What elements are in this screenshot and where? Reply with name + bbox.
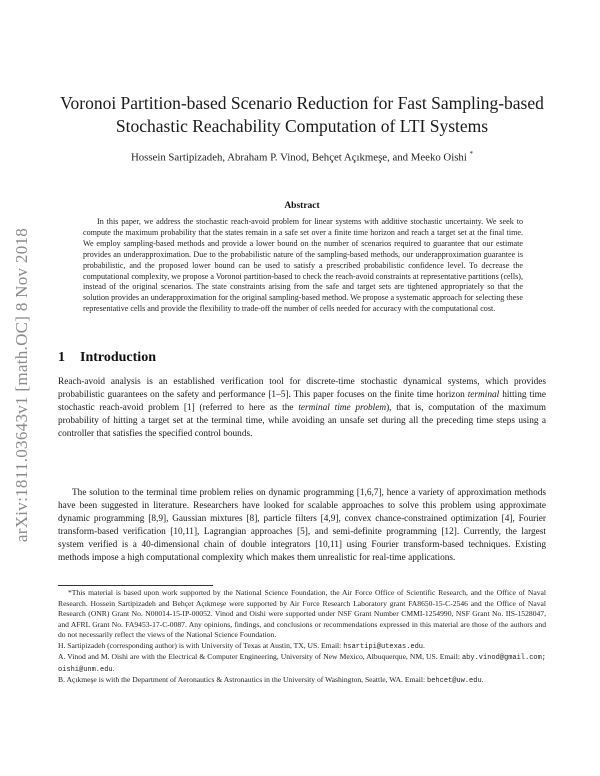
title-line-2: Stochastic Reachability Computation of LTI Systems xyxy=(115,116,489,136)
footnote-vinod-oishi xyxy=(58,652,546,675)
author-list xyxy=(58,150,546,164)
footnote-sartipizadeh xyxy=(58,641,546,653)
email-link-acikmese[interactable]: behcet@uw.edu xyxy=(427,677,482,685)
intro-paragraph-2: The solution to the terminal time problem relies on dynamic programming [1,6,7], hence a variety of approximation methods have been suggested in literature. Researchers have looked for scalable approaches to solve this problem using approximate dynamic programming [8,9], Gaussian mixtures [8], particle filters [4,9], convex chance-constrained optimization [4], Fourier transform-based verification [10,11], Lagrangian approaches [5], and semi-definite programming [12]. Currently, the largest system verified is a 40-dimensional chain of double integrators [10,11] using Fourier transform-based techniques. Existing methods impose a high computational complexity which makes them unrealistic for real-time applications. xyxy=(58,488,546,563)
title-line-1: Voronoi Partition-based Scenario Reduction for Fast Sampling-based xyxy=(60,93,544,113)
footnote-4-text: B. Açıkmeşe is with the Department of Aeronautics & Astronautics in the University of Washington, Seattle, WA. Email: xyxy=(58,675,428,684)
intro-paragraph-1 xyxy=(58,376,546,441)
footnote-acikmese xyxy=(58,675,546,687)
para1-emphasis-problem: terminal time problem xyxy=(298,402,387,413)
arxiv-stamp-text: arXiv:1811.03643v1 [math.OC] 8 Nov 2018 xyxy=(12,227,31,543)
para1-text-a: Reach-avoid analysis is an established verification tool for discrete-time stochastic dynamical systems, which provides probabilistic guarantees on the safety and performance [1–5]. This paper focuses on the finite time horizon xyxy=(58,377,546,400)
author-names: Hossein Sartipizadeh, Abraham P. Vinod, Behçet Açıkmeşe, and Meeko Oishi xyxy=(130,151,467,164)
footnote-funding: *This material is based upon work supported by the National Science Foundation, the Air Force Office of Scientific Research, and the Office of Naval Research. Hossein Sartipizadeh and Behçet Açıkmeşe were supported by Air Force Research Laboratory grant FA8650-15-C-2546 and the Office of Naval Research (ONR) Grant No. N00014-15-IP-00052. Vinod and Oishi were supported under NSF Grant Number CMMI-1254990, NSF Grant No. IIS-1528047, and AFRL Grant No. FA9453-17-C-0087. Any opinions, findings, and conclusions or recommendations expressed in this material are those of the authors and do not necessarily reflect the views of the National Science Foundation. xyxy=(58,588,546,639)
abstract-text: In this paper, we address the stochastic reach-avoid problem for linear systems with additive stochastic uncertainty. We seek to compute the maximum probability that the states remain in a safe set over a finite time horizon and reach a target set at the final time. We employ sampling-based methods and provide a lower bound on the number of scenarios required to guarantee that our estimate provides an underapproximation. Due to the probabilistic nature of the sampling-based methods, our underapproximation guarantee is probabilistic, and the proposed lower bound can be used to satisfy a prescribed probabilistic confidence level. To decrease the computational complexity, we propose a Voronoi partition-based to check the reach-avoid constraints at representative partitions (cells), instead of the original scenarios. The state constraints arising from the safe and target sets are tightened appropriately so that the solution provides an underapproximation for the original sampling-based method. We propose a systematic approach for selecting these representative cells and provide the flexibility to trade-off the number of cells needed for accuracy with the computational cost. xyxy=(83,217,523,314)
paper-title xyxy=(58,92,546,138)
footnote-2-text: H. Sartipizadeh (corresponding author) is with University of Texas at Austin, TX, US. Email: xyxy=(58,640,344,650)
footnote-3-end: . xyxy=(112,663,115,673)
abstract-heading: Abstract xyxy=(284,201,320,211)
footnote-2-end: . xyxy=(423,640,425,650)
footnote-3-text: A. Vinod and M. Oishi are with the Electrical & Computer Engineering, University of New Mexico, Albuquerque, NM, US. Email: xyxy=(58,652,462,661)
para1-emphasis-terminal: terminal xyxy=(467,389,500,400)
footnotes xyxy=(58,588,546,687)
section-number: 1 xyxy=(58,350,65,365)
footnote-rule xyxy=(58,585,213,586)
para1-text-b: hitting time stochastic reach-avoid problem [1] (referred to here as the xyxy=(58,389,546,413)
author-footnote-mark: * xyxy=(469,150,474,158)
section-heading xyxy=(58,350,546,366)
para1-text-c: ), that is, computation of the maximum probability of hitting a target set at the terminal time, while avoiding an unsafe set during all the preceding time steps using a controller that satisfies the specified control bounds. xyxy=(58,402,546,439)
email-link-sartipizadeh[interactable]: hsartipi@utexas.edu xyxy=(343,642,424,651)
email-link-vinod-oishi[interactable]: aby.vinod@gmail.com; oishi@unm.edu xyxy=(58,654,546,674)
arxiv-stamp xyxy=(8,220,36,550)
footnote-4-end: . xyxy=(481,675,484,684)
section-title: Introduction xyxy=(80,350,156,365)
